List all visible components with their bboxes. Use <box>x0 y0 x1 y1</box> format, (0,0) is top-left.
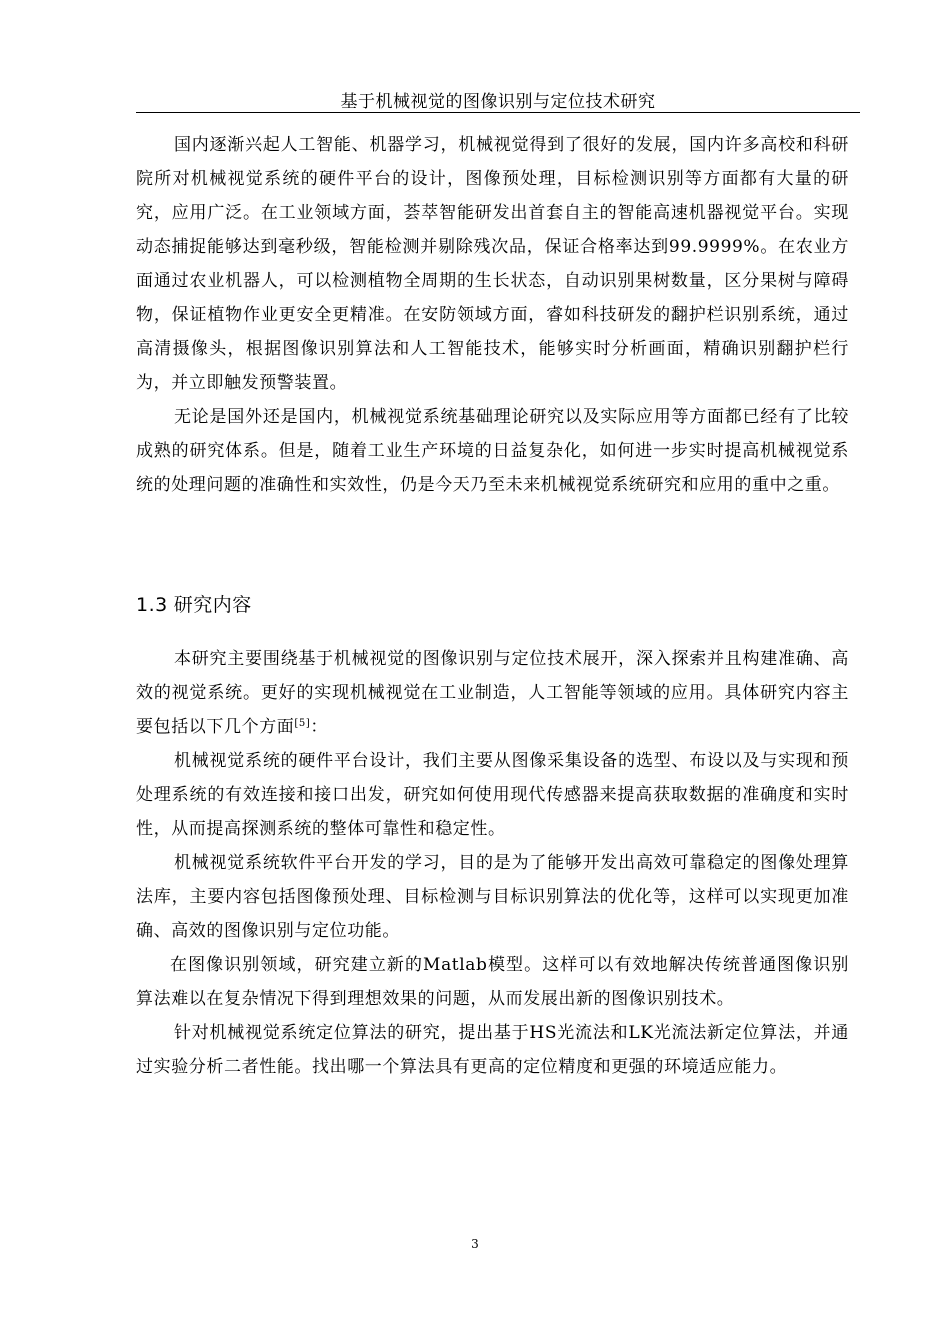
citation-ref: [5] <box>294 718 311 729</box>
paragraph-domestic-progress: 国内逐渐兴起人工智能、机器学习，机械视觉得到了很好的发展，国内许多高校和科研院所对机械视觉系统的硬件平台的设计，图像预处理，目标检测识别等方面都有大量的研究，应用广泛。在工业领域方面，荟萃智能研发出首套自主的智能高速机器视觉平台。实现动态捕捉能够达到毫秒级，智能检测并剔除残次品，保证合格率达到99.9999%。在农业方面通过农业机器人，可以检测植物全周期的生长状态，自动识别果树数量，区分果树与障碍物，保证植物作业更安全更精准。在安防领域方面，睿如科技研发的翻护栏识别系统，通过高清摄像头，根据图像识别算法和人工智能技术，能够实时分析画面，精确识别翻护栏行为，并立即触发预警装置。 <box>136 135 849 393</box>
section-number: 1.3 <box>136 594 168 616</box>
body-top <box>136 128 849 502</box>
paragraph-summary: 无论是国外还是国内，机械视觉系统基础理论研究以及实际应用等方面都已经有了比较成熟的研究体系。但是，随着工业生产环境的日益复杂化，如何进一步实时提高机械视觉系统的处理问题的准确性和实效性，仍是今天乃至未来机械视觉系统研究和应用的重中之重。 <box>136 407 849 495</box>
paragraph-software: 机械视觉系统软件平台开发的学习，目的是为了能够开发出高效可靠稳定的图像处理算法库，主要内容包括图像预处理、目标检测与目标识别算法的优化等，这样可以实现更加准确、高效的图像识别与定位功能。 <box>136 853 849 941</box>
running-title: 基于机械视觉的图像识别与定位技术研究 <box>340 92 656 112</box>
paragraph-matlab: 在图像识别领域，研究建立新的Matlab模型。这样可以有效地解决传统普通图像识别算法难以在复杂情况下得到理想效果的问题，从而发展出新的图像识别技术。 <box>136 955 849 1009</box>
paragraph-intro <box>136 642 849 744</box>
paragraph-hardware: 机械视觉系统的硬件平台设计，我们主要从图像采集设备的选型、布设以及与实现和预处理系统的有效连接和接口出发，研究如何使用现代传感器来提高获取数据的准确度和实时性，从而提高探测系统的整体可靠性和稳定性。 <box>136 751 849 839</box>
page-number: 3 <box>471 1237 479 1251</box>
paragraph-optical-flow: 针对机械视觉系统定位算法的研究，提出基于HS光流法和LK光流法新定位算法，并通过实验分析二者性能。找出哪一个算法具有更高的定位精度和更强的环境适应能力。 <box>136 1023 849 1077</box>
section-title: 研究内容 <box>173 594 252 616</box>
body-bottom <box>136 642 849 1084</box>
page-header <box>136 92 860 113</box>
intro-text: 本研究主要围绕基于机械视觉的图像识别与定位技术展开，深入探索并且构建准确、高效的视觉系统。更好的实现机械视觉在工业制造，人工智能等领域的应用。具体研究内容主要包括以下几个方面 <box>136 649 849 737</box>
intro-tail: ： <box>310 717 328 737</box>
section-heading <box>136 592 252 618</box>
